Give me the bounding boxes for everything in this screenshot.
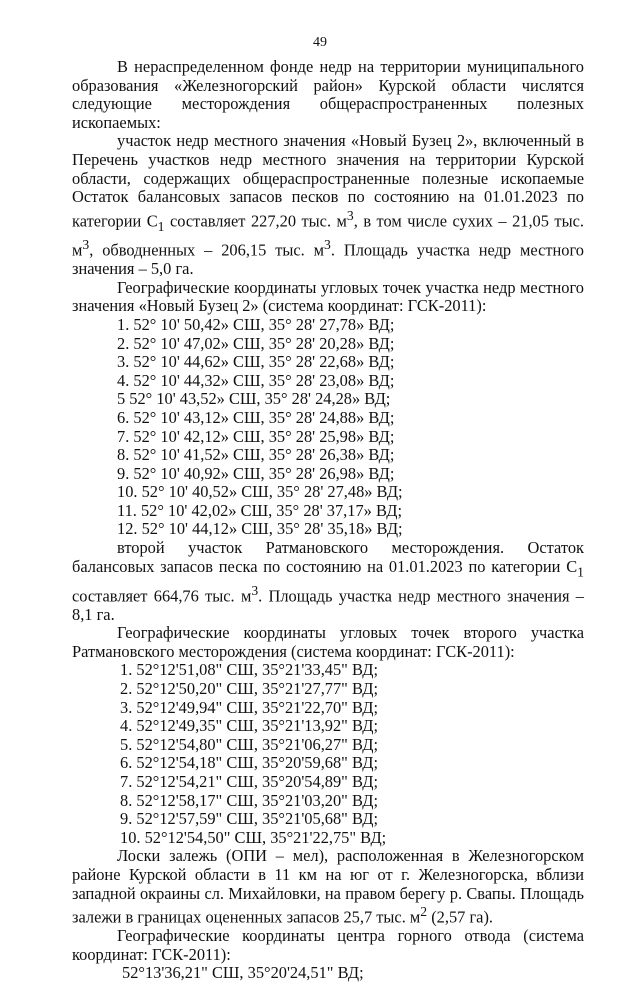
loski-coords-title: Географические координаты центра горного отвода (система координат: ГСК-2011):: [72, 926, 584, 964]
loski-square-sup: 2: [420, 904, 428, 920]
coord-item: 8. 52° 10' 41,52» СШ, 35° 28' 26,38» ВД;: [117, 445, 395, 465]
novy-buzets-cubic-sup-3: 3: [324, 237, 331, 253]
document-body: [72, 58, 584, 983]
coord-item: 9. 52° 10' 40,92» СШ, 35° 28' 26,98» ВД;: [117, 463, 395, 483]
coord-item: 1. 52° 10' 50,42» СШ, 35° 28' 27,78» ВД;: [117, 314, 395, 334]
coord-item: 11. 52° 10' 42,02» СШ, 35° 28' 37,17» ВД;: [117, 500, 402, 520]
novy-buzets-cubic-sup-1: 3: [346, 207, 354, 223]
novy-buzets-coords-list: [72, 316, 584, 539]
novy-buzets-description: [72, 132, 584, 278]
coord-item: 12. 52° 10' 44,12» СШ, 35° 28' 35,18» ВД;: [117, 519, 403, 539]
coord-item: 10. 52° 10' 40,52» СШ, 35° 28' 27,48» ВД;: [117, 482, 403, 502]
coord-item: 10. 52°12'54,50" СШ, 35°21'22,75" ВД;: [120, 827, 387, 847]
novy-buzets-text-d: , обводненных – 206,15 тыс. м: [89, 240, 325, 260]
novy-buzets-text-b: составляет 227,20 тыс. м: [164, 211, 347, 231]
novy-buzets-text-c: , в том числе сухих – 21,05 тыс. м: [72, 211, 584, 260]
coord-item: 3. 52°12'49,94" СШ, 35°21'22,70" ВД;: [120, 697, 379, 717]
coord-item: 4. 52° 10' 44,32» СШ, 35° 28' 23,08» ВД;: [117, 370, 395, 390]
loski-text-a: Лоски залежь (ОПИ – мел), расположенная в Железногорском районе Курской области в 11 км на юг от г. Железногорска, вблизи западной окраины сл. Михайловки, на правом берегу р. Свапы. Площадь залежи в границах оцененных запасов 25,7 тыс. м: [72, 846, 584, 927]
ratmanovsky-coords-list: [72, 661, 584, 847]
coord-item: 7. 52°12'54,21" СШ, 35°20'54,89" ВД;: [120, 771, 379, 791]
coord-item: 2. 52°12'50,20" СШ, 35°21'27,77" ВД;: [120, 678, 379, 698]
ratmanovsky-coords-title: Географические координаты угловых точек второго участка Ратмановского месторождения (система координат: ГСК-2011):: [72, 623, 584, 661]
loski-text-b: (2,57 га).: [427, 907, 494, 927]
coord-item: 6. 52° 10' 43,12» СШ, 35° 28' 24,88» ВД;: [117, 407, 395, 427]
loski-description: [72, 847, 584, 927]
intro-paragraph: В нераспределенном фонде недр на территории муниципального образования «Железногорский район» Курской области числятся следующие месторождения общераспространенных полезных ископаемых:: [72, 57, 584, 132]
ratmanovsky-text-a: второй участок Ратмановского месторождения. Остаток балансовых запасов песка по состоянию на 01.01.2023 по категории С: [72, 538, 584, 576]
novy-buzets-cubic-sup-2: 3: [82, 237, 90, 253]
ratmanovsky-text-b: составляет 664,76 тыс. м: [72, 586, 252, 605]
coord-item: 6. 52°12'54,18" СШ, 35°20'59,68" ВД;: [120, 753, 379, 773]
novy-buzets-text-e: . Площадь участка недр местного значения – 5,0 га.: [72, 240, 584, 279]
page-number: 49: [313, 35, 327, 50]
novy-buzets-text-a: участок недр местного значения «Новый Бузец 2», включенный в Перечень участков недр местного значения на территории Курской области, содержащих общераспространенные полезные ископаемые Остаток балансовых запасов песков по состоянию на 01.01.2023 по категории С: [72, 131, 584, 231]
coord-item: 1. 52°12'51,08" СШ, 35°21'33,45" ВД;: [120, 660, 379, 680]
coord-item: 4. 52°12'49,35" СШ, 35°21'13,92" ВД;: [120, 716, 379, 736]
coord-item: 2. 52° 10' 47,02» СШ, 35° 28' 20,28» ВД;: [117, 333, 395, 353]
coord-item: 5 52° 10' 43,52» СШ, 35° 28' 24,28» ВД;: [117, 389, 391, 409]
novy-buzets-coords-title: Географические координаты угловых точек участка недр местного значения «Новый Бузец 2» (система координат: ГСК-2011):: [72, 277, 584, 316]
coord-item: 3. 52° 10' 44,62» СШ, 35° 28' 22,68» ВД;: [117, 352, 395, 372]
ratmanovsky-description: [72, 539, 584, 624]
ratmanovsky-text-c: . Площадь участка недр местного значения – 8,1 га.: [72, 586, 584, 624]
coord-item: 5. 52°12'54,80" СШ, 35°21'06,27" ВД;: [120, 734, 379, 754]
coord-item: 8. 52°12'58,17" СШ, 35°21'03,20" ВД;: [120, 790, 379, 810]
loski-center-coord: 52°13'36,21" СШ, 35°20'24,51" ВД;: [122, 963, 364, 983]
ratmanovsky-cubic-sup: 3: [251, 582, 259, 598]
coord-item: 9. 52°12'57,59" СШ, 35°21'05,68" ВД;: [120, 809, 379, 829]
novy-buzets-category-subscript: 1: [157, 218, 165, 234]
coord-item: 7. 52° 10' 42,12» СШ, 35° 28' 25,98» ВД;: [117, 426, 395, 446]
ratmanovsky-category-subscript: 1: [577, 563, 584, 579]
